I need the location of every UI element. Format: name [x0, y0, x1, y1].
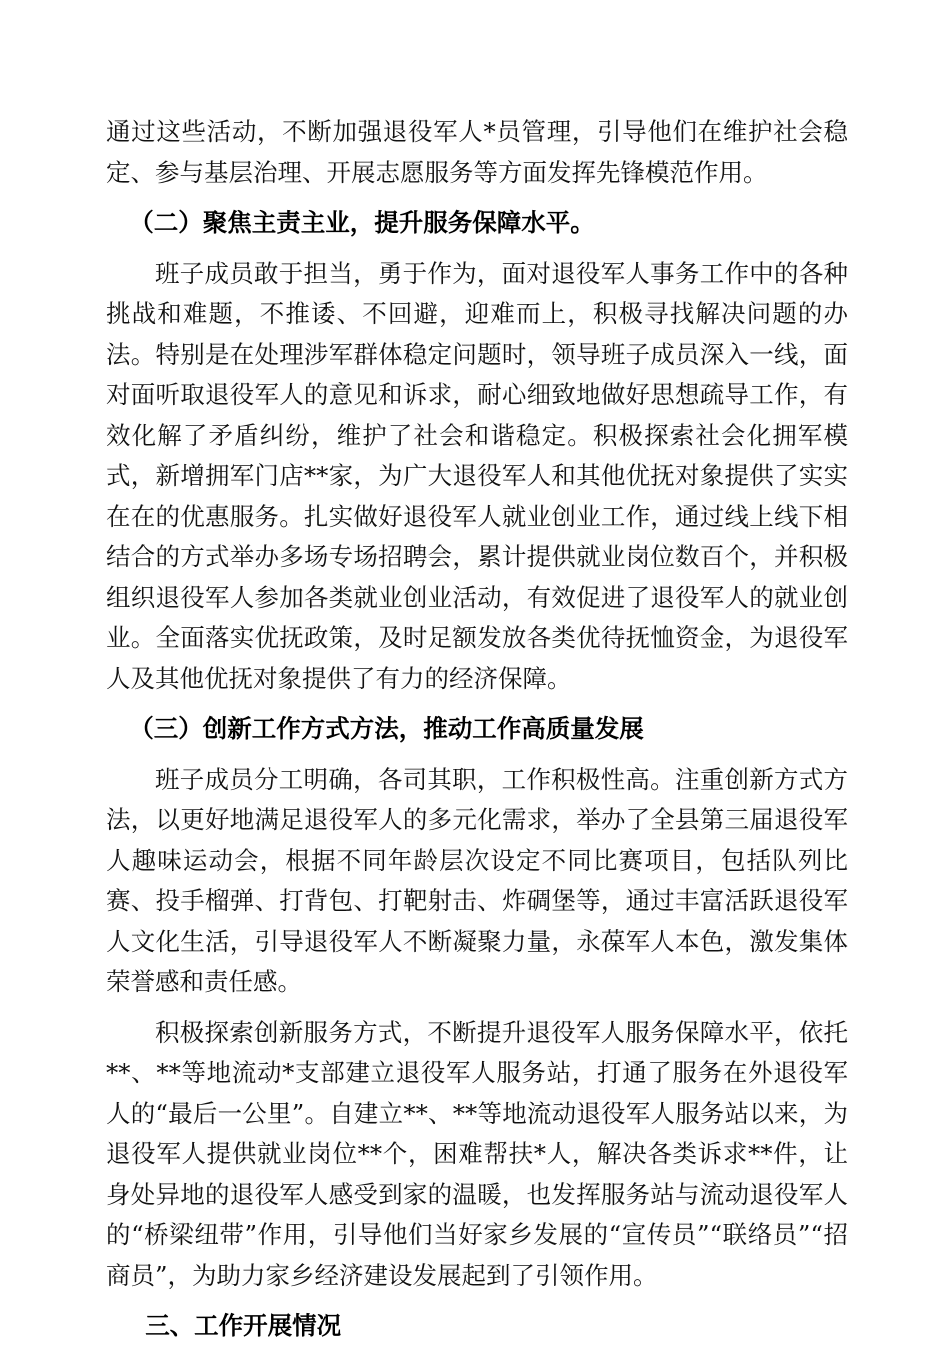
document-body	[106, 112, 848, 1357]
chapter-heading-3: 三、工作开展情况	[145, 1311, 342, 1340]
section-heading-3: （三）创新工作方式方法，推动工作高质量发展	[129, 714, 644, 743]
paragraph-service-stations: 积极探索创新服务方式，不断提升退役军人服务保障水平，依托**、**等地流动*支部建立退役军人服务站，打通了服务在外退役军人的“最后一公里”。自建立**、**等地流动退役军人服务站以来，为退役军人提供就业岗位**个，困难帮扶*人，解决各类诉求**件，让身处异地的退役军人感受到家的温暖，也发挥服务站与流动退役军人的“桥梁纽带”作用，引导他们当好家乡发展的“宣传员”“联络员”“招商员”，为助力家乡经济建设发展起到了引领作用。	[106, 1017, 848, 1290]
section-heading-2: （二）聚焦主责主业，提升服务保障水平。	[129, 208, 595, 237]
paragraph-service-guarantee: 班子成员敢于担当，勇于作为，面对退役军人事务工作中的各种挑战和难题，不推诿、不回避，迎难而上，积极寻找解决问题的办法。特别是在处理涉军群体稳定问题时，领导班子成员深入一线，面对面听取退役军人的意见和诉求，耐心细致地做好思想疏导工作，有效化解了矛盾纠纷，维护了社会和谐稳定。积极探索社会化拥军模式，新增拥军门店**家，为广大退役军人和其他优抚对象提供了实实在在的优惠服务。扎实做好退役军人就业创业工作，通过线上线下相结合的方式举办多场专场招聘会，累计提供就业岗位数百个，并积极组织退役军人参加各类就业创业活动，有效促进了退役军人的就业创业。全面落实优抚政策，及时足额发放各类优待抚恤资金，为退役军人及其他优抚对象提供了有力的经济保障。	[106, 258, 848, 693]
paragraph-innovation-methods: 班子成员分工明确，各司其职，工作积极性高。注重创新方式方法，以更好地满足退役军人的多元化需求，举办了全县第三届退役军人趣味运动会，根据不同年龄层次设定不同比赛项目，包括队列比赛、投手榴弹、打背包、打靶射击、炸碉堡等，通过丰富活跃退役军人文化生活，引导退役军人不断凝聚力量，永葆军人本色，激发集体荣誉感和责任感。	[106, 764, 848, 996]
paragraph-activities-summary: 通过这些活动，不断加强退役军人*员管理，引导他们在维护社会稳定、参与基层治理、开展志愿服务等方面发挥先锋模范作用。	[106, 117, 848, 187]
